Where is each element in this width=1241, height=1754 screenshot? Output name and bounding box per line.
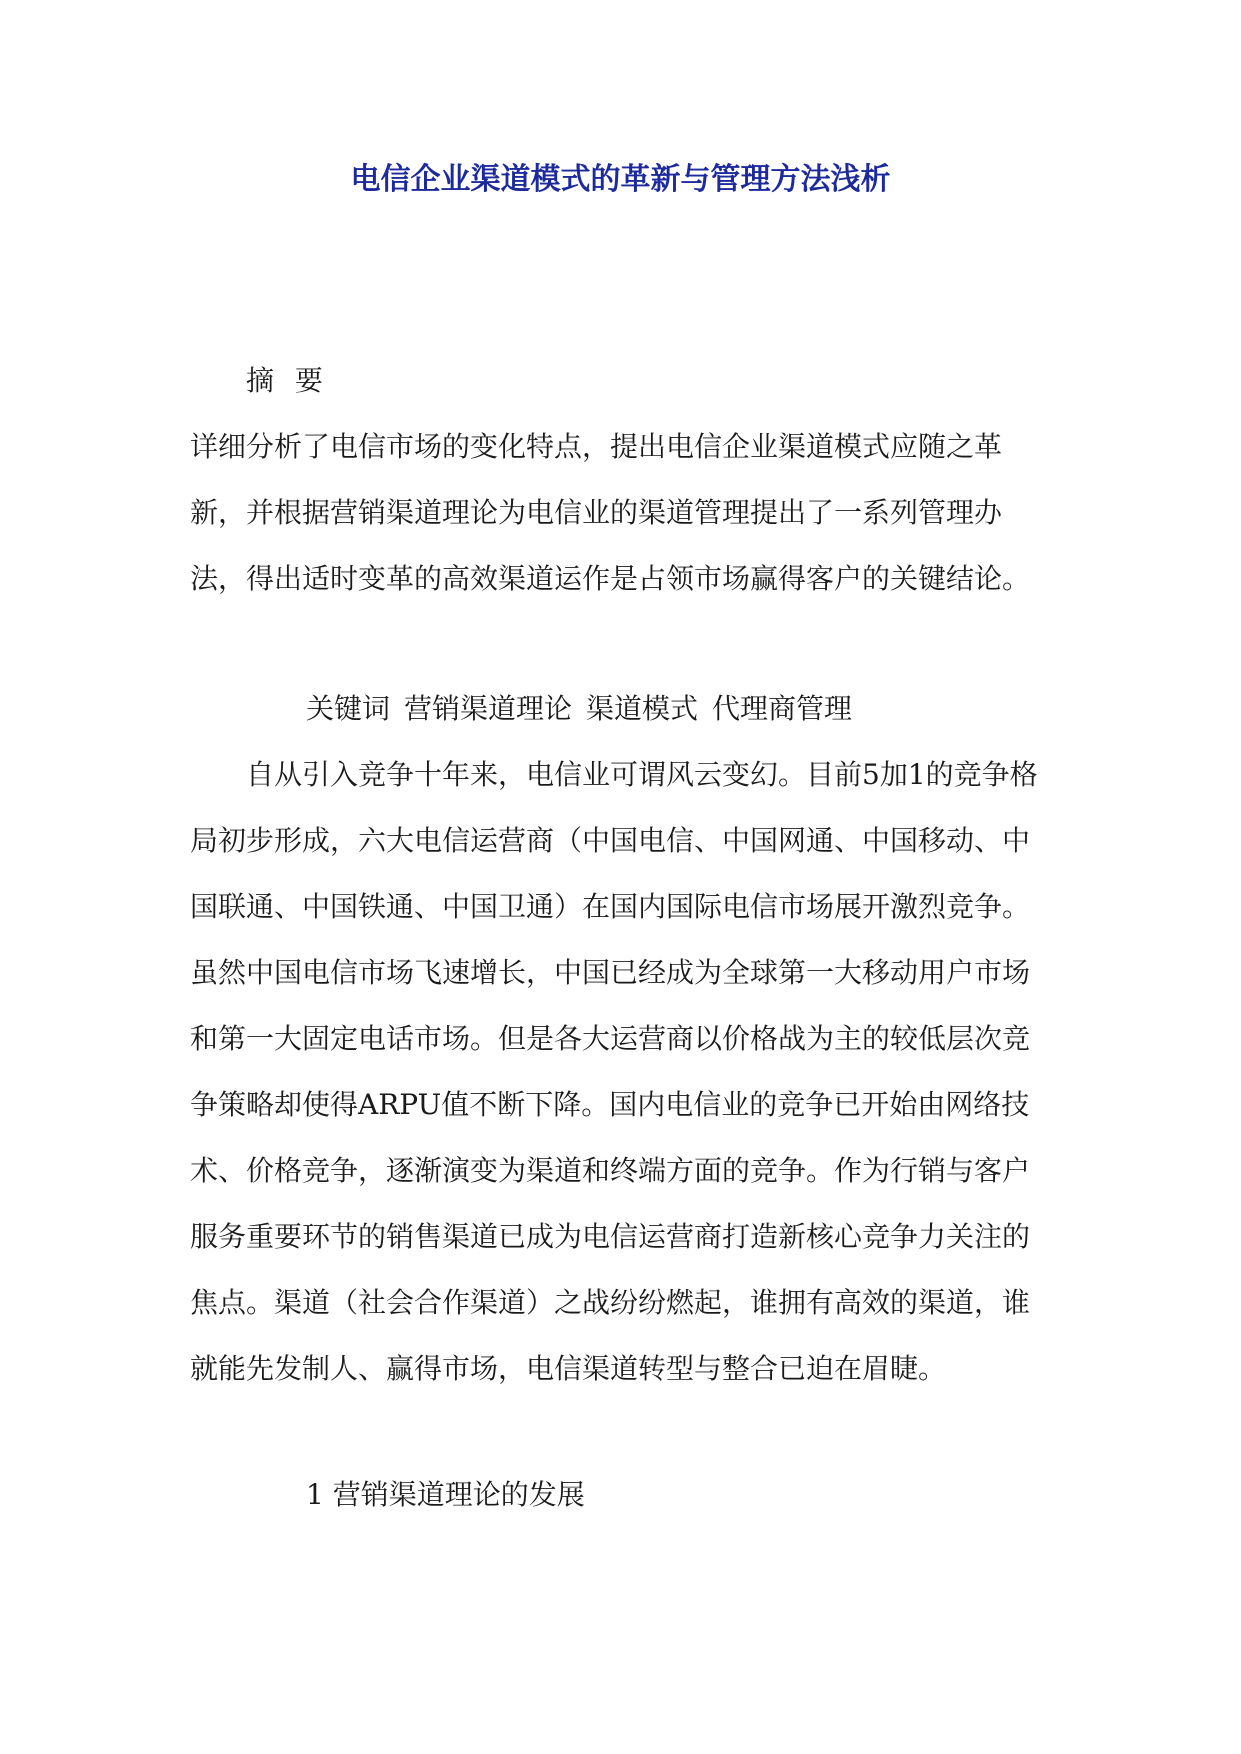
- keyword-item: 渠道模式: [586, 692, 699, 725]
- keyword-item: 营销渠道理论: [404, 692, 573, 725]
- keywords-label: 关键词: [306, 692, 391, 725]
- abstract-text: 详细分析了电信市场的变化特点，提出电信企业渠道模式应随之革新，并根据营销渠道理论为电信业的渠道管理提出了一系列管理办法，得出适时变革的高效渠道运作是占领市场赢得客户的关键结论。: [190, 430, 1031, 595]
- section-heading: 1 营销渠道理论的发展: [306, 1478, 585, 1511]
- body-paragraph: 自从引入竞争十年来，电信业可谓风云变幻。目前5加1的竞争格局初步形成，六大电信运营商（中国电信、中国网通、中国移动、中国联通、中国铁通、中国卫通）在国内国际电信市场展开激烈竞争。虽然中国电信市场飞速增长，中国已经成为全球第一大移动用户市场和第一大固定电话市场。但是各大运营商以价格战为主的较低层次竞争策略却使得ARPU值不断下降。国内电信业的竞争已开始由网络技术、价格竞争，逐渐演变为渠道和终端方面的竞争。作为行销与客户服务重要环节的销售渠道已成为电信运营商打造新核心竞争力关注的焦点。渠道（社会合作渠道）之战纷纷燃起，谁拥有高效的渠道，谁就能先发制人、赢得市场，电信渠道转型与整合已迫在眉睫。: [190, 758, 1038, 1385]
- keywords-line: [190, 676, 1162, 742]
- abstract-heading: 摘 要: [246, 364, 329, 397]
- document-title: 电信企业渠道模式的革新与管理方法浅析: [350, 162, 891, 197]
- keyword-item: 代理商管理: [712, 692, 853, 725]
